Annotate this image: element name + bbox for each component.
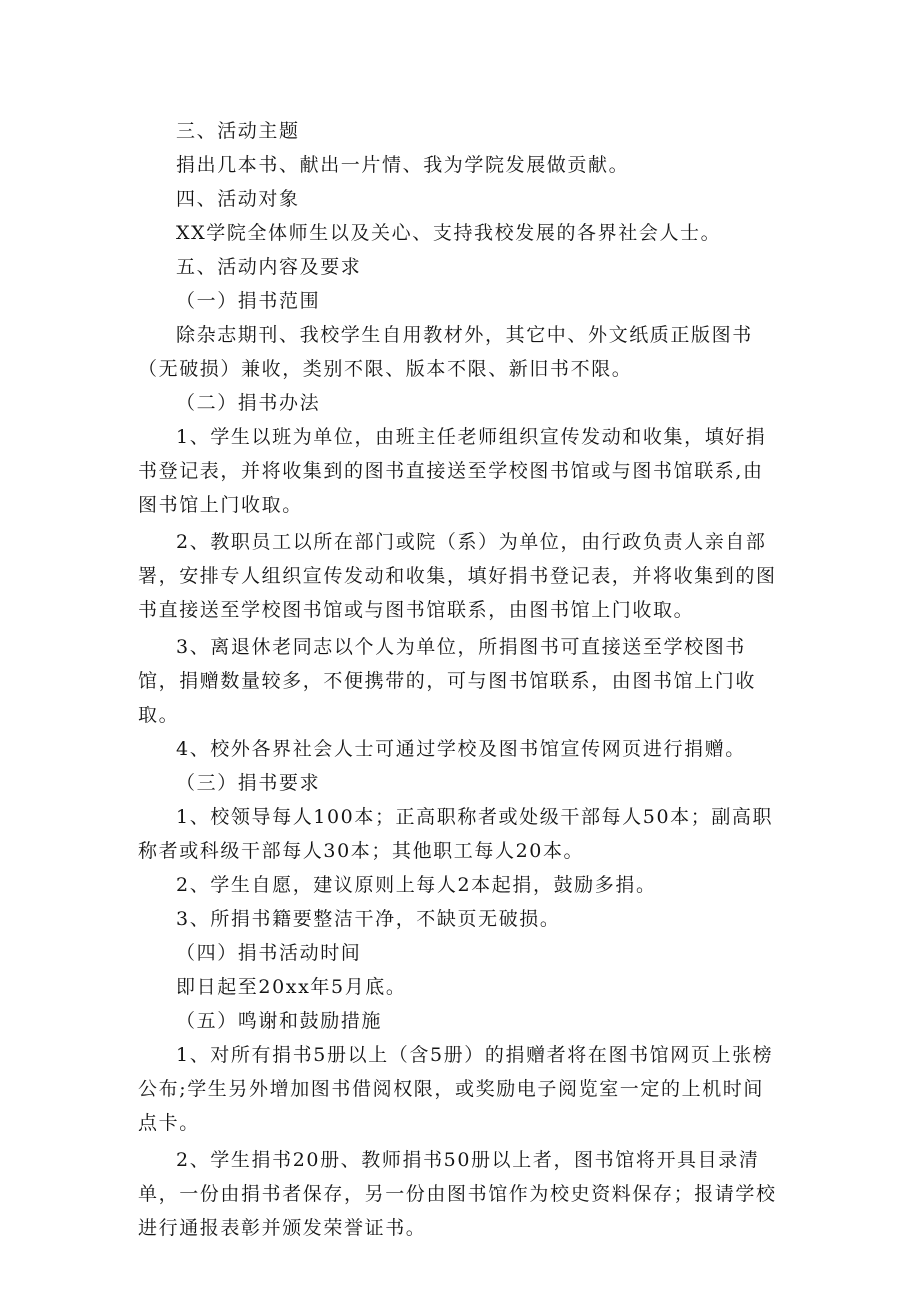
section-heading-activity-target: 四、活动对象 [176, 188, 300, 210]
activity-theme-text: 捐出几本书、献出一片情、我为学院发展做贡献。 [176, 154, 630, 176]
donation-method-retirees: 3、离退休老同志以个人为单位，所捐图书可直接送至学校图书馆，捐赠数量较多，不便携带的，可与图书馆联系，由图书馆上门收取。 [138, 636, 757, 726]
donation-time-text: 即日起至20xx年5月底。 [176, 976, 407, 998]
thanks-certificates: 2、学生捐书20册、教师捐书50册以上者，图书馆将开具目录清单，一份由捐书者保存，另一份由图书馆作为校史资料保存；报请学校进行通报表彰并颁发荣誉证书。 [138, 1149, 777, 1239]
donation-scope-text: 除杂志期刊、我校学生自用教材外，其它中、外文纸质正版图书（无破损）兼收，类别不限、版本不限、新旧书不限。 [138, 324, 753, 380]
thanks-public-listing: 1、对所有捐书5册以上（含5册）的捐赠者将在图书馆网页上张榜公布;学生另外增加图书借阅权限，或奖励电子阅览室一定的上机时间点卡。 [138, 1044, 774, 1134]
subheading-donation-time: （四）捐书活动时间 [176, 942, 362, 964]
donation-method-staff: 2、教职员工以所在部门或院（系）为单位，由行政负责人亲自部署，安排专人组织宣传发动和收集，填好捐书登记表，并将收集到的图书直接送至学校图书馆或与图书馆联系，由图书馆上门收取。 [138, 531, 777, 621]
subheading-donation-requirements: （三）捐书要求 [176, 772, 321, 794]
donation-method-students: 1、学生以班为单位，由班主任老师组织宣传发动和收集，填好捐书登记表，并将收集到的图书直接送至学校图书馆或与图书馆联系,由图书馆上门收取。 [138, 426, 767, 516]
activity-target-text: XX学院全体师生以及关心、支持我校发展的各界社会人士。 [176, 222, 722, 244]
section-heading-activity-theme: 三、活动主题 [176, 120, 300, 142]
section-heading-activity-content: 五、活动内容及要求 [176, 256, 362, 278]
donation-method-public: 4、校外各界社会人士可通过学校及图书馆宣传网页进行捐赠。 [176, 738, 746, 760]
requirement-students: 2、学生自愿，建议原则上每人2本起捐，鼓励多捐。 [176, 874, 657, 896]
requirement-leaders: 1、校领导每人100本；正高职称者或处级干部每人50本；副高职称者或科级干部每人30本；其他职工每人20本。 [138, 806, 774, 862]
subheading-thanks-incentives: （五）鸣谢和鼓励措施 [176, 1010, 383, 1032]
requirement-condition: 3、所捐书籍要整洁干净，不缺页无破损。 [176, 908, 561, 930]
subheading-donation-method: （二）捐书办法 [176, 392, 321, 414]
subheading-donation-scope: （一）捐书范围 [176, 290, 321, 312]
document-body [138, 114, 784, 1245]
